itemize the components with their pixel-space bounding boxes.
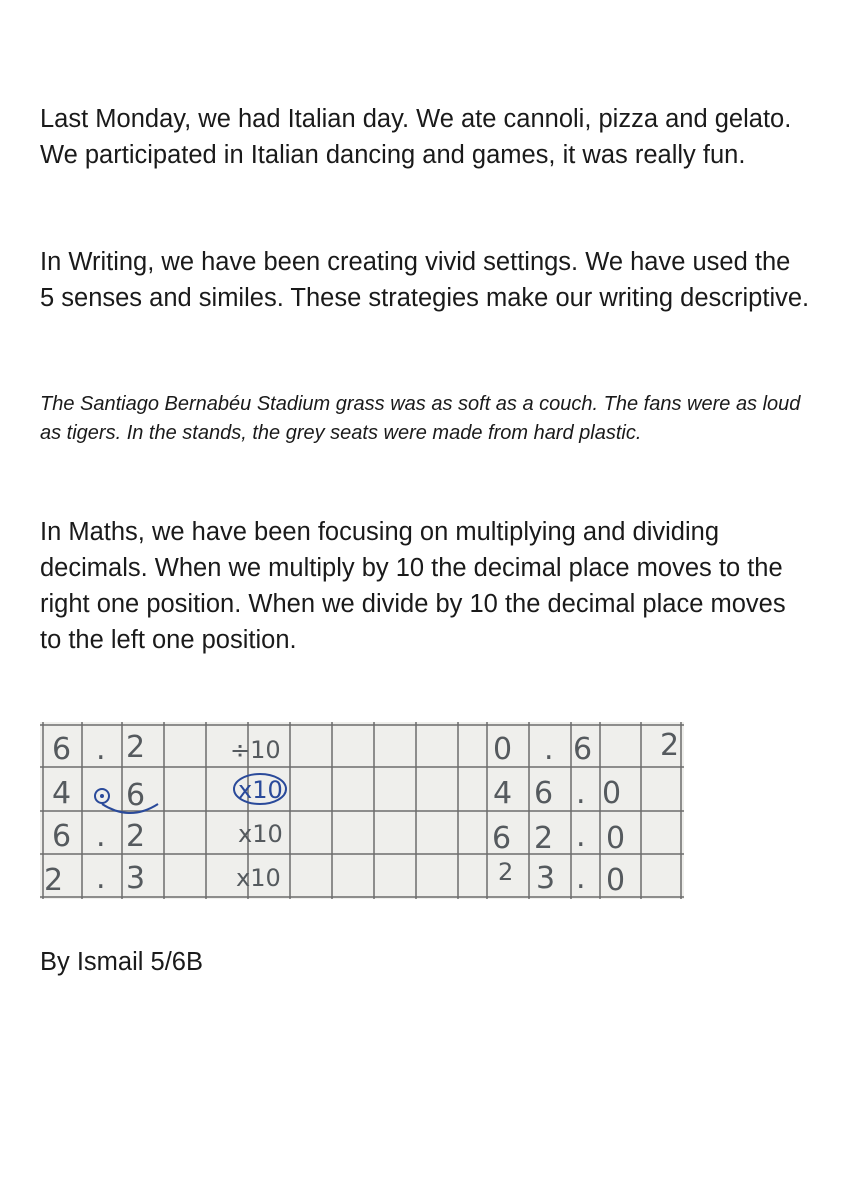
digit: 3	[536, 861, 556, 896]
example-writing-quote: The Santiago Bernabéu Stadium grass was as soft as a couch. The fans were as loud as tigers. In the stands, the grey seats were made from hard plastic.	[40, 393, 801, 444]
operation-label: x10	[238, 776, 283, 804]
digit: 2	[534, 821, 554, 856]
digit: 6	[52, 732, 72, 767]
digit: 2	[44, 863, 64, 898]
digit: 4	[52, 776, 72, 811]
maths-work-photo	[40, 722, 684, 899]
digit: 3	[126, 861, 146, 896]
digit: 0	[606, 821, 626, 856]
decimal-dot	[100, 794, 104, 798]
decimal-point: .	[576, 819, 586, 854]
digit: 6	[492, 821, 512, 856]
decimal-point: .	[96, 819, 106, 854]
operation-label: x10	[238, 820, 283, 848]
italian-day-paragraph: Last Monday, we had Italian day. We ate cannoli, pizza and gelato. We participated in Italian dancing and games, it was really fun.	[40, 105, 792, 169]
digit: 2	[498, 858, 514, 886]
digit: 6	[52, 819, 72, 854]
operation-label: ÷10	[230, 736, 281, 764]
decimal-point: .	[576, 861, 586, 896]
digit: 2	[660, 728, 680, 763]
digit: 6	[573, 732, 593, 767]
decimal-point: .	[96, 732, 106, 767]
decimal-point: .	[544, 732, 554, 767]
decimal-point: .	[96, 861, 106, 896]
digit: 2	[126, 730, 146, 765]
decimal-point: .	[576, 776, 586, 811]
digit: 6	[534, 776, 554, 811]
author-byline: By Ismail 5/6B	[40, 948, 203, 976]
operation-label: x10	[236, 864, 281, 892]
digit: 0	[606, 863, 626, 898]
digit: 0	[493, 732, 513, 767]
writing-paragraph: In Writing, we have been creating vivid settings. We have used the 5 senses and similes. These strategies make our writing descriptive.	[40, 248, 810, 312]
digit: 2	[126, 819, 146, 854]
maths-paragraph: In Maths, we have been focusing on multiplying and dividing decimals. When we multiply by 10 the decimal place moves to the right one position. When we divide by 10 the decimal place moves to the left one position.	[40, 518, 786, 654]
digit: 4	[493, 776, 513, 811]
digit: 0	[602, 776, 622, 811]
grid-paper-image	[40, 722, 684, 899]
digit: 6	[126, 778, 146, 813]
